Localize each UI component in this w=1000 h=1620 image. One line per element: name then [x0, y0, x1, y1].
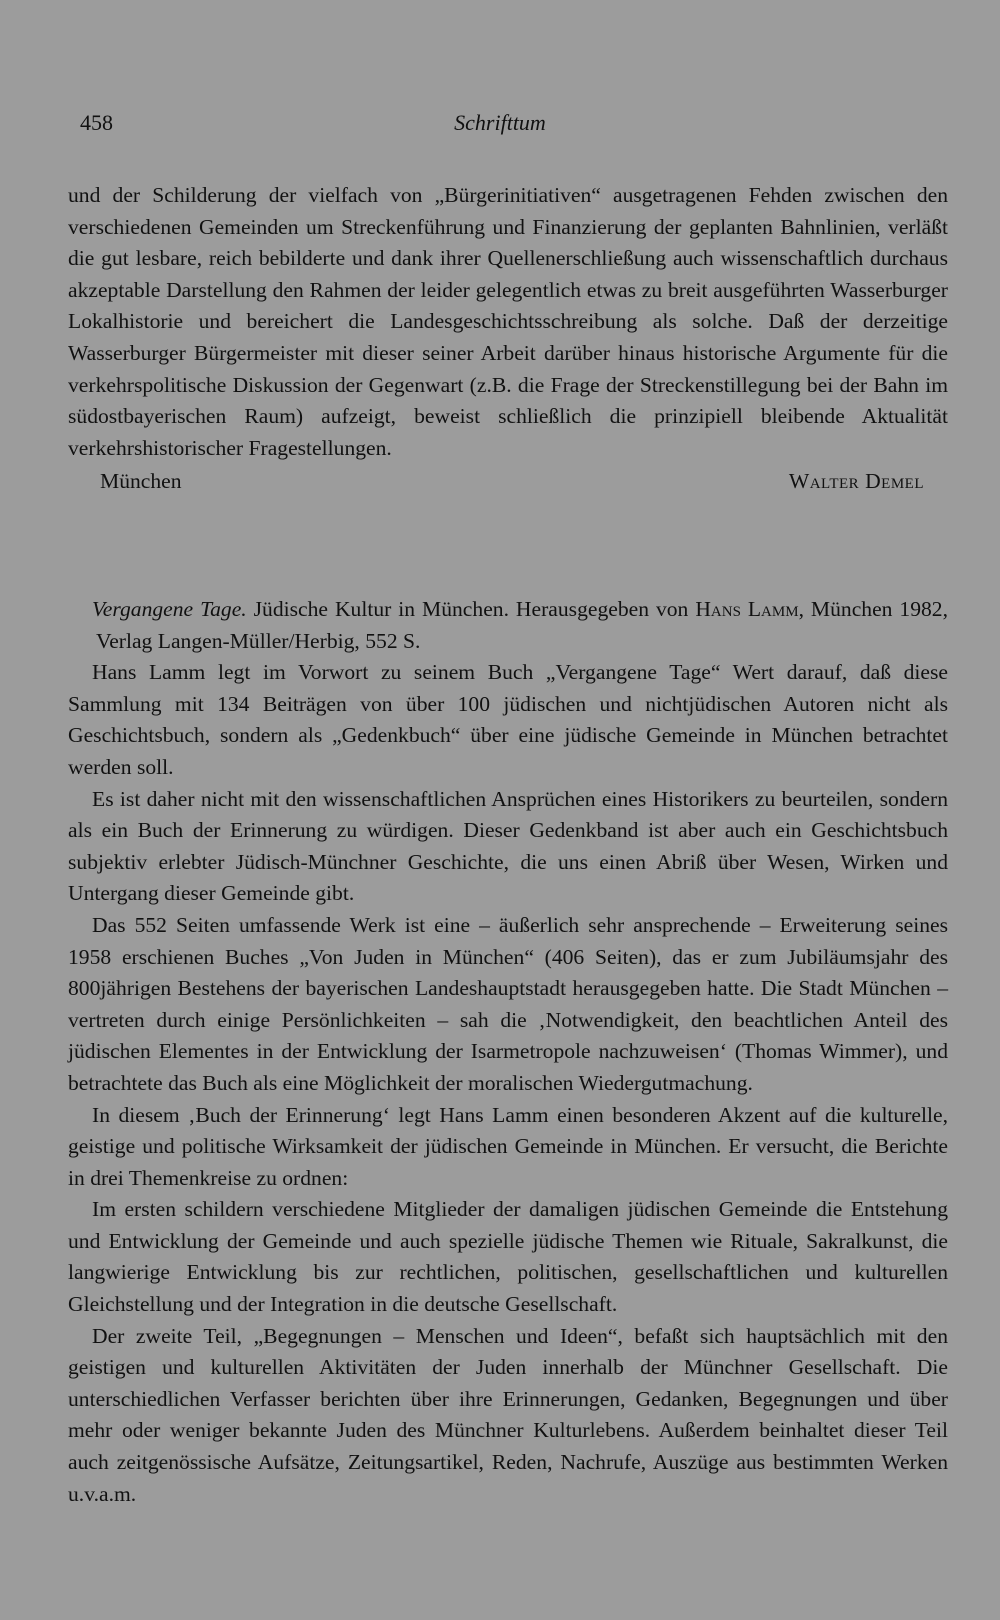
- book-title: Vergangene Tage.: [92, 597, 247, 621]
- review-paragraph: In diesem ‚Buch der Erinnerung‘ legt Hans Lamm einen besonderen Akzent auf die kulturelle, geistige und politische Wirksamkeit der jüdischen Gemeinde in München. Er versucht, die Berichte in drei Themenkreise zu ordnen:: [68, 1102, 948, 1190]
- page-number: 458: [80, 110, 113, 135]
- review-paragraph: Das 552 Seiten umfassende Werk ist eine – äußerlich sehr ansprechende – Erweiterung seines 1958 erschienen Buches „Von Juden in München“ (406 Seiten), das er zum Jubiläumsjahr des 800jährigen Bestehens der bayerischen Landeshauptstadt herausgegeben hatte. Die Stadt München – vertreten durch einige Persönlichkeiten – sah die ‚Notwendigkeit, den beachtlichen Anteil des jüdischen Elementes in der Entwicklung der Isarmetropole nachzuweisen‘ (Thomas Wimmer), und betrachtete das Buch als eine Möglichkeit der moralischen Wiedergutmachung.: [68, 912, 948, 1095]
- review-vergangene-tage: [68, 594, 948, 1510]
- review-continuation: [68, 180, 948, 498]
- review-paragraph: Hans Lamm legt im Vorwort zu seinem Buch „Vergangene Tage“ Wert darauf, daß diese Sammlung mit 134 Beiträgen von über 100 jüdischen und nichtjüdischen Autoren nicht als Geschichtsbuch, sondern als „Gedenkbuch“ über eine jüdische Gemeinde in München betrachtet werden soll.: [68, 660, 948, 779]
- signature-place: München: [100, 469, 182, 494]
- signature-author: Walter Demel: [788, 469, 924, 494]
- review-paragraph: Es ist daher nicht mit den wissenschaftlichen Ansprüchen eines Historikers zu beurteilen, sondern als ein Buch der Erinnerung zu würdigen. Dieser Gedenkband ist aber auch ein Geschichtsbuch subjektiv erlebter Jüdisch-Münchner Geschichte, die uns einen Abriß über Wesen, Wirken und Untergang dieser Gemeinde gibt.: [68, 786, 948, 906]
- section-title: Schrifttum: [454, 110, 546, 135]
- running-head: [80, 110, 920, 144]
- bibliographic-entry: [68, 594, 948, 657]
- book-publication: , München 1982, Verlag Langen-Müller/Herbig, 552 S.: [96, 597, 948, 653]
- review-paragraph: und der Schilderung der vielfach von „Bürgerinitiativen“ ausgetragenen Fehden zwischen den verschiedenen Gemeinden um Streckenführung und Finanzierung der geplanten Bahnlinien, verläßt die gut lesbare, reich bebilderte und dank ihrer Quellenerschließung auch wissenschaftlich durchaus akzeptable Darstellung den Rahmen der leider gelegentlich etwas zu breit ausgeführten Wasserburger Lokalhistorie und bereichert die Landesgeschichtsschreibung als solche. Daß der derzeitige Wasserburger Bürgermeister mit dieser seiner Arbeit darüber hinaus historische Argumente für die verkehrspolitische Diskussion der Gegenwart (z.B. die Frage der Streckenstillegung bei der Bahn im südostbayerischen Raum) aufzeigt, beweist schließlich die prinzipiell bleibende Aktualität verkehrshistorischer Fragestellungen.: [68, 183, 948, 460]
- review-paragraph: Im ersten schildern verschiedene Mitglieder der damaligen jüdischen Gemeinde die Entstehung und Entwicklung der Gemeinde und auch spezielle jüdische Themen wie Rituale, Sakralkunst, die langwierige Entwicklung bis zur rechtlichen, politischen, gesellschaftlichen und kulturellen Gleichstellung und der Integration in die deutsche Gesellschaft.: [68, 1197, 948, 1317]
- book-editor: Hans Lamm: [695, 597, 799, 621]
- review-signature: [68, 466, 948, 498]
- review-paragraph: Der zweite Teil, „Begegnungen – Menschen und Ideen“, befaßt sich hauptsächlich mit den geistigen und kulturellen Aktivitäten der Juden innerhalb der Münchner Gesellschaft. Die unterschiedlichen Verfasser berichten über ihre Erinnerungen, Gedanken, Begegnungen und über mehr oder weniger bekannte Juden des Münchner Kulturlebens. Außerdem beinhaltet dieser Teil auch zeitgenössische Aufsätze, Zeitungsartikel, Reden, Nachrufe, Auszüge aus bestimmten Werken u.v.a.m.: [68, 1323, 948, 1506]
- book-subtitle: Jüdische Kultur in München. Herausgegeben von: [253, 597, 689, 621]
